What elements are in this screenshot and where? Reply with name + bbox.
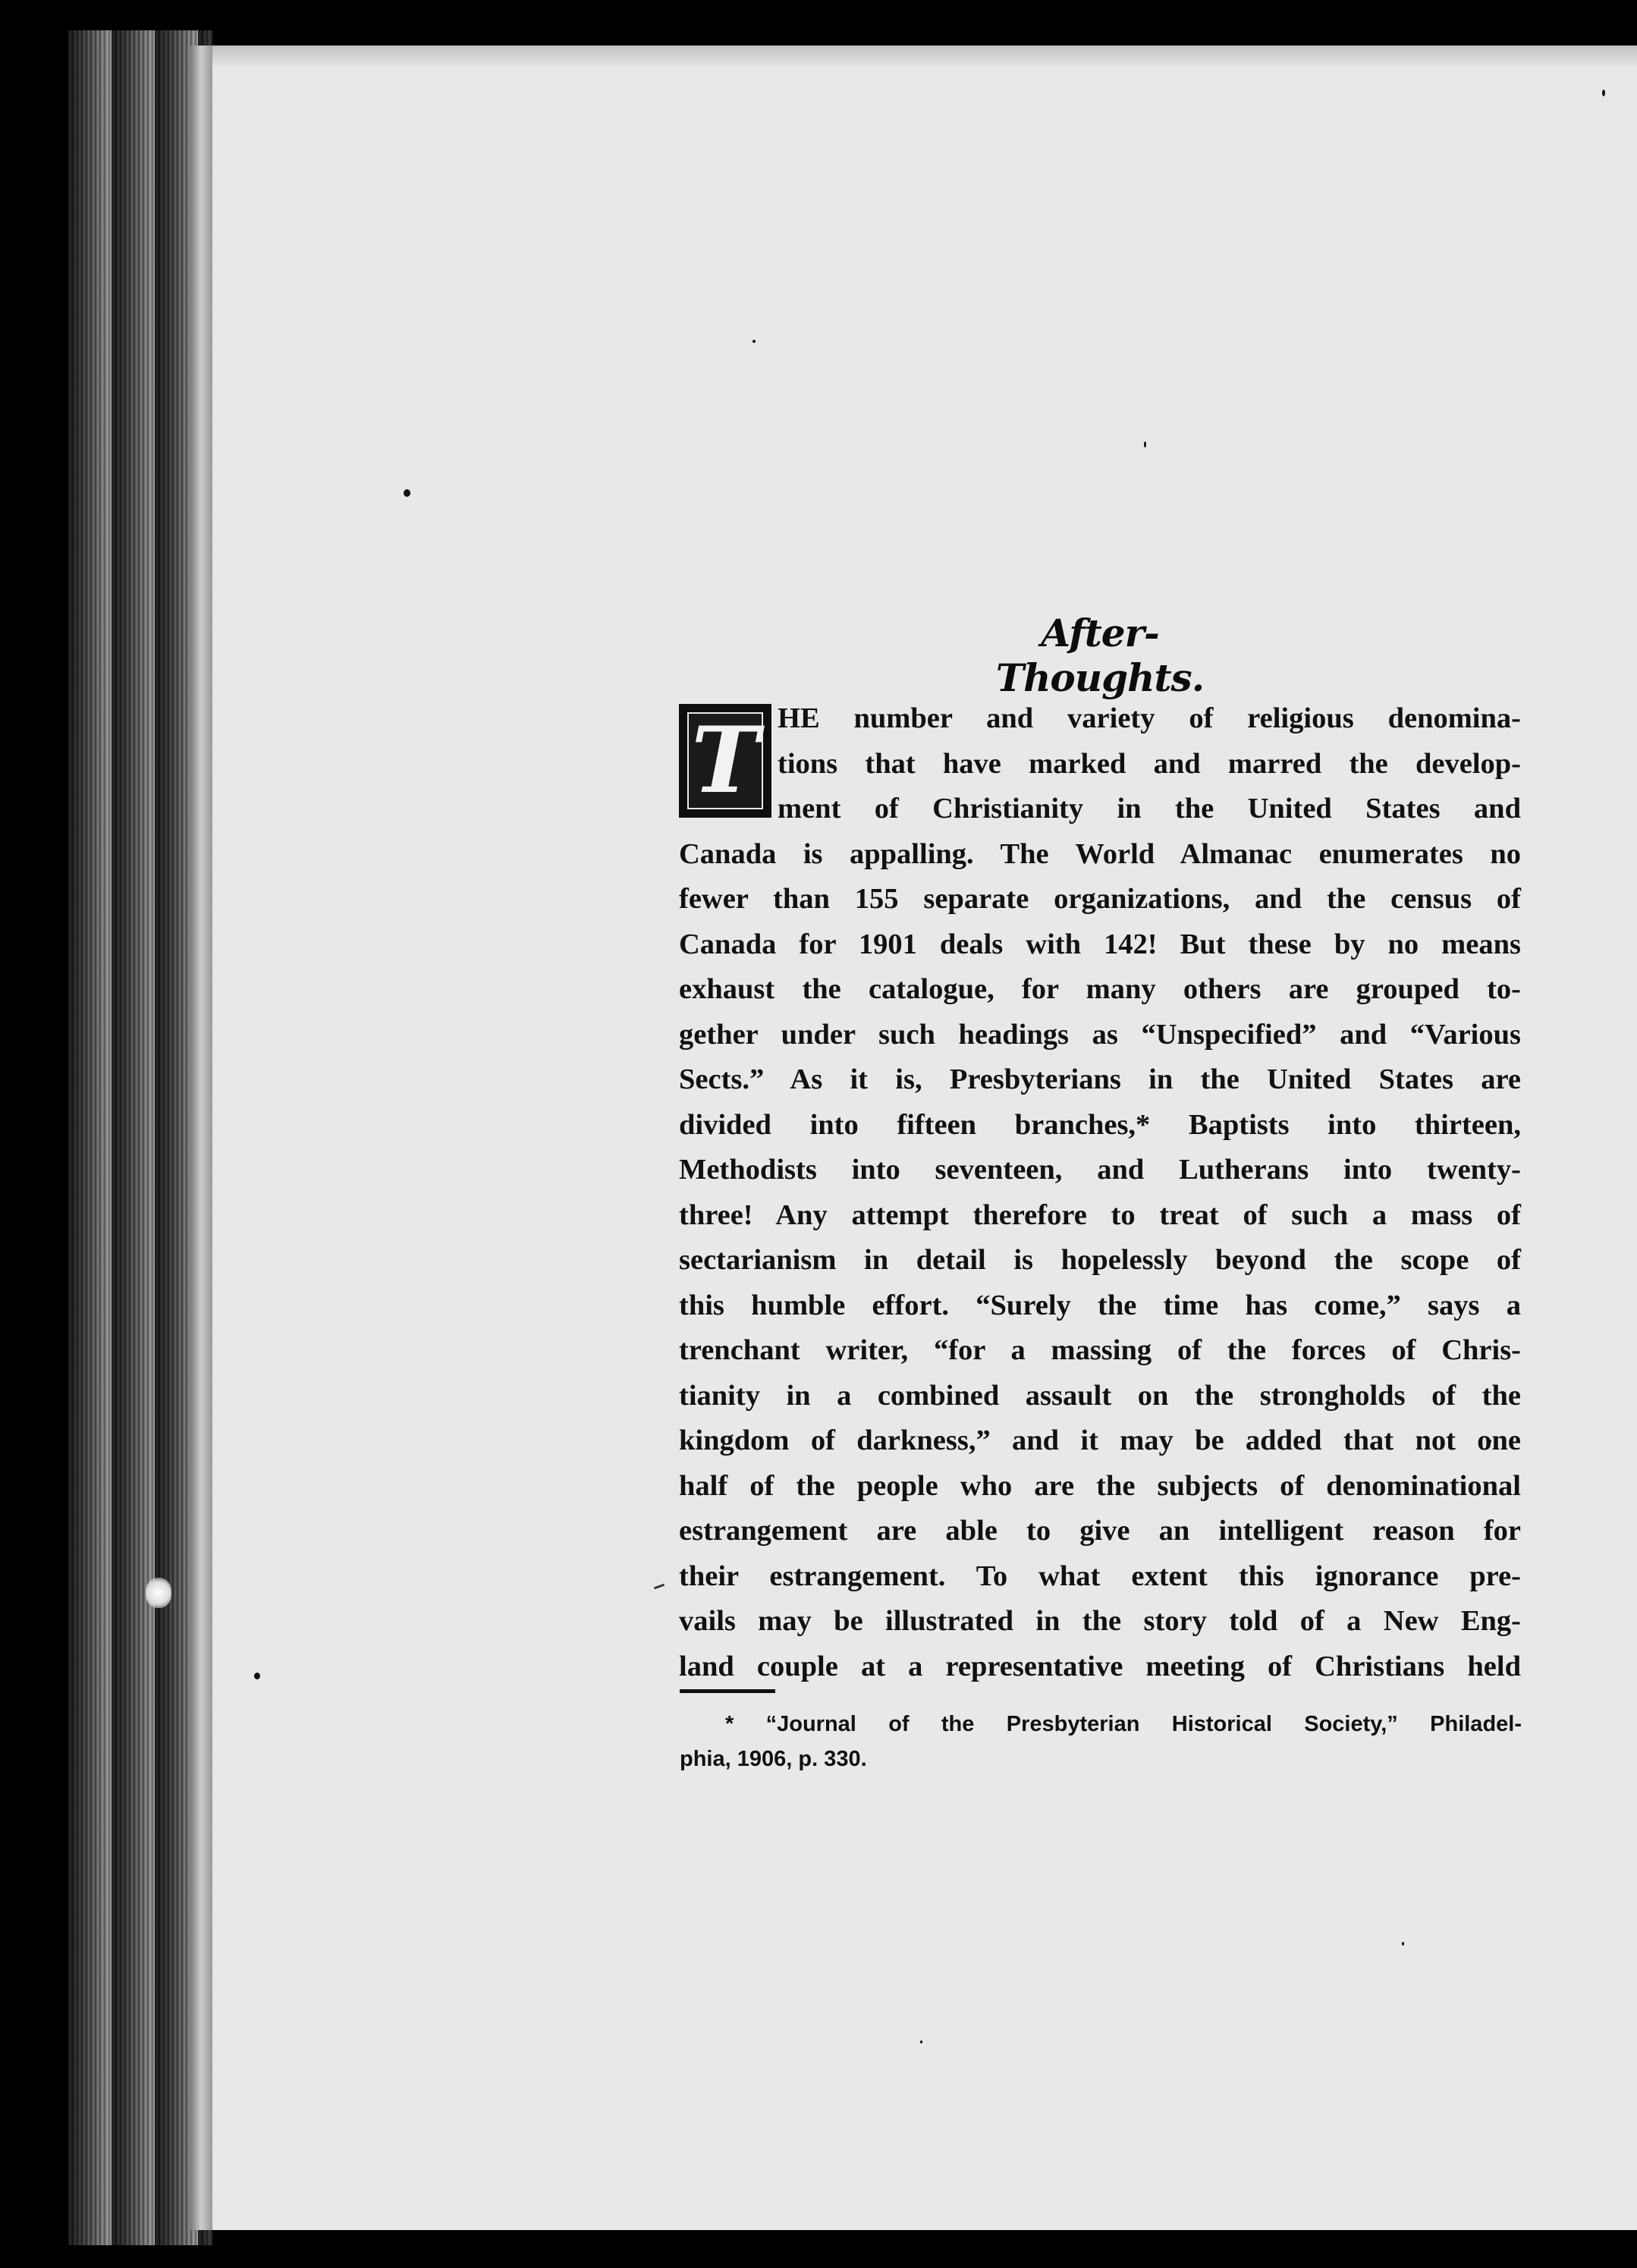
body-line: kingdom of darkness,” and it may be added that not one (679, 1425, 1521, 1456)
footnote-line: * “Journal of the Presbyterian Historical Society,” Philadel- (725, 1712, 1522, 1736)
body-line: this humble effort. “Surely the time has come,” says a (679, 1289, 1521, 1321)
body-line: their estrangement. To what extent this ignorance pre- (679, 1560, 1521, 1592)
body-line: gether under such headings as “Unspecified” and “Various (679, 1018, 1521, 1051)
body-line: ment of Christianity in the United States and (778, 793, 1521, 825)
body-line: divided into fifteen branches,* Baptists into thirteen, (679, 1108, 1521, 1141)
body-line: vails may be illustrated in the story told of a New Eng- (679, 1605, 1521, 1637)
page-title: After-Thoughts. (995, 611, 1205, 700)
body-line: estrangement are able to give an intelligent reason for (679, 1515, 1521, 1547)
body-line: three! Any attempt therefore to treat of such a mass of (679, 1198, 1521, 1231)
body-line: Canada is appalling. The World Almanac enumerates no (679, 837, 1521, 870)
footnote (680, 1707, 1522, 1776)
body-line: exhaust the catalogue, for many others are grouped to- (679, 973, 1521, 1005)
footnote-rule (680, 1689, 775, 1693)
body-line: Sects.” As it is, Presbyterians in the United States are (679, 1063, 1521, 1095)
page-top-shadow (212, 46, 1637, 68)
speck (254, 1673, 260, 1679)
body-line: tianity in a combined assault on the strongholds of the (679, 1379, 1521, 1412)
footnote-line: phia, 1906, p. 330. (680, 1747, 867, 1771)
body-line: HE number and variety of religious denomina- (778, 702, 1521, 734)
body-line: sectarianism in detail is hopelessly beyond the scope of (679, 1244, 1521, 1276)
speck (1402, 1942, 1404, 1946)
speck (1144, 441, 1146, 448)
body-line: trenchant writer, “for a massing of the forces of Chris- (679, 1334, 1521, 1366)
page-edge (190, 46, 212, 2230)
body-line: Canada for 1901 deals with 142! But these by no means (679, 928, 1521, 960)
speck (753, 340, 756, 343)
body-line: half of the people who are the subjects of denominational (679, 1469, 1521, 1502)
body-line: tions that have marked and marred the develop- (778, 747, 1521, 780)
drop-cap-letter: T (687, 712, 763, 809)
body-paragraph (679, 696, 1521, 1689)
speck (404, 489, 410, 497)
speck (920, 2040, 922, 2043)
body-line: land couple at a representative meeting of Christians held (679, 1650, 1521, 1682)
ink-blot (146, 1578, 171, 1608)
speck (1602, 90, 1605, 96)
body-line: fewer than 155 separate organizations, and the census of (679, 883, 1521, 915)
body-line: Methodists into seventeen, and Lutherans into twenty- (679, 1154, 1521, 1186)
